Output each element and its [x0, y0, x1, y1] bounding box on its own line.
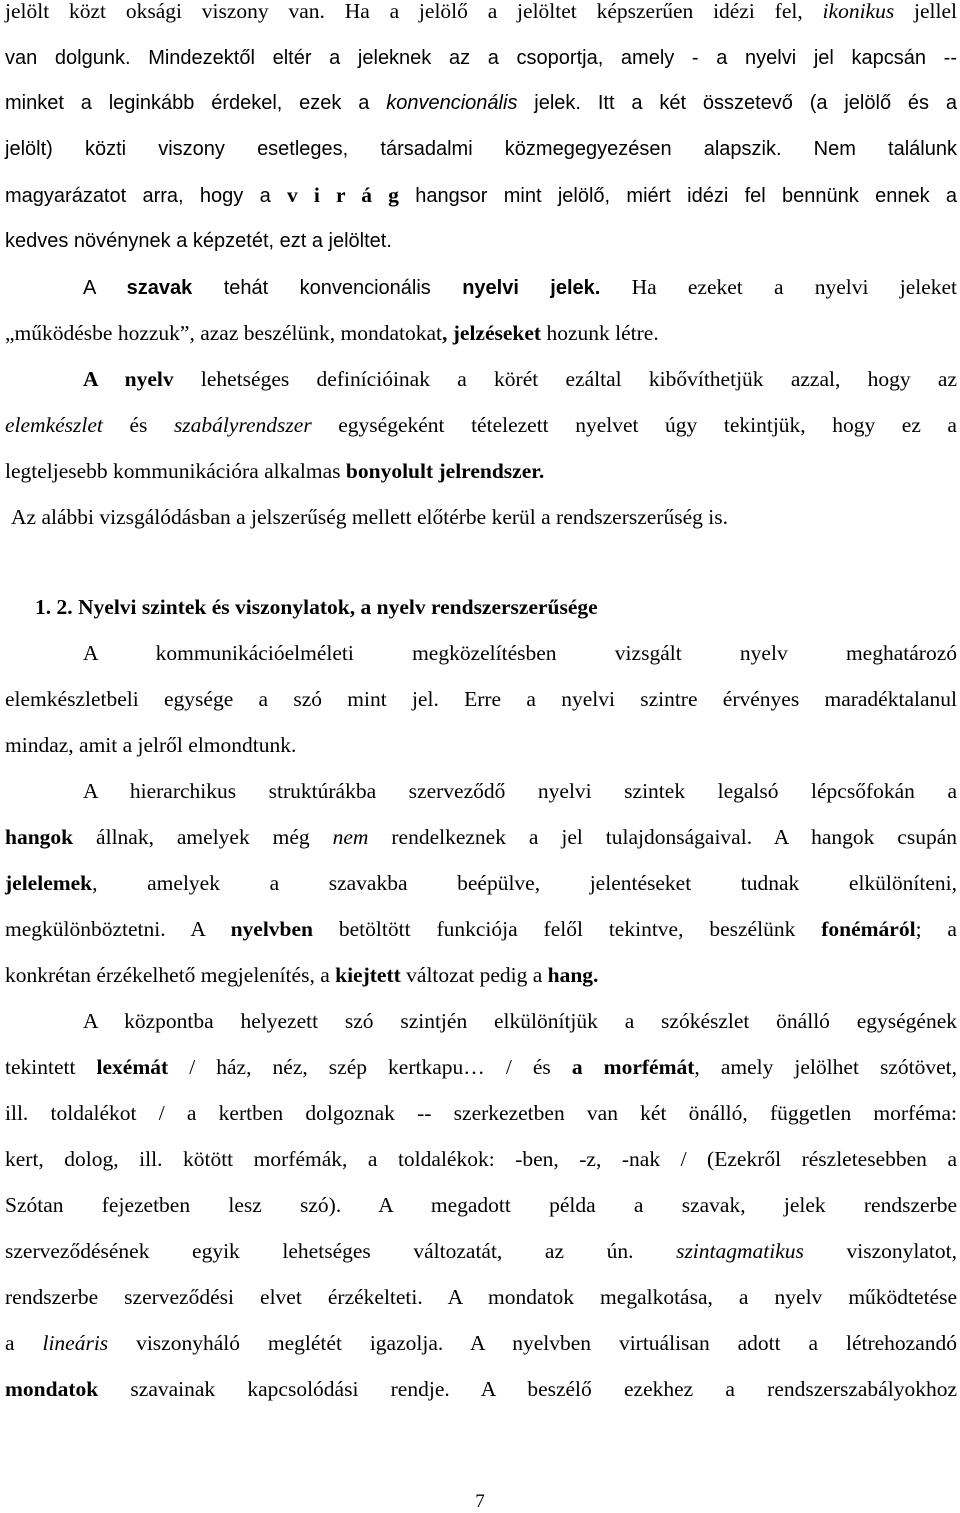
text-line: van dolgunk. Mindezektől eltér a jeleknek az a csoportja, amely - a nyelvi jel kapcsán --	[5, 47, 957, 69]
text-line: A szavak tehát konvencionális nyelvi jelek. Ha ezeket a nyelvi jeleket	[83, 275, 958, 299]
text-line: Az alábbi vizsgálódásban a jelszerűség mellett előtérbe kerül a rendszerszerűség is.	[11, 505, 728, 529]
text-line: A nyelv lehetséges definícióinak a körét ezáltal kibővíthetjük azzal, hogy az	[83, 367, 957, 391]
text-line: mondatok szavainak kapcsolódási rendje. A beszélő ezekhez a rendszerszabályokhoz	[5, 1377, 957, 1401]
text-line: mindaz, amit a jelről elmondtunk.	[5, 733, 297, 757]
text-line: hangok állnak, amelyek még nem rendelkeznek a jel tulajdonságaival. A hangok csupán	[5, 825, 958, 849]
text-line: Szótan fejezetben lesz szó). A megadott példa a szavak, jelek rendszerbe	[5, 1193, 957, 1217]
text-line: rendszerbe szerveződési elvet érzékelteti. A mondatok megalkotása, a nyelv működtetése	[5, 1285, 957, 1309]
text-line: „működésbe hozzuk”, azaz beszélünk, mondatokat, jelzéseket hozunk létre.	[5, 321, 659, 345]
text-line: megkülönböztetni. A nyelvben betöltött funkciója felől tekintve, beszélünk fonémáról; a	[5, 917, 957, 941]
text-line: legteljesebb kommunikációra alkalmas bonyolult jelrendszer.	[5, 459, 545, 483]
text-line: A központba helyezett szó szintjén elkülönítjük a szókészlet önálló egységének	[83, 1009, 957, 1033]
text-line: A hierarchikus struktúrákba szerveződő nyelvi szintek legalsó lépcsőfokán a	[83, 779, 957, 803]
text-line: jelölt) közti viszony esetleges, társadalmi közmegegyezésen alapszik. Nem találunk	[5, 138, 957, 160]
text-line: kedves növénynek a képzetét, ezt a jelöltet.	[5, 230, 392, 252]
text-line: minket a leginkább érdekel, ezek a konvencionális jelek. Itt a két összetevő (a jelölő és a	[5, 92, 957, 114]
page-number: 7	[475, 1491, 485, 1512]
text-line: szerveződésének egyik lehetséges változatát, az ún. szintagmatikus viszonylatot,	[5, 1239, 957, 1263]
text-line: konkrétan érzékelhető megjelenítés, a kiejtett változat pedig a hang.	[5, 963, 599, 987]
section-heading: 1. 2. Nyelvi szintek és viszonylatok, a nyelv rendszerszerűsége	[35, 595, 598, 619]
text-line: ill. toldalékot / a kertben dolgoznak -- szerkezetben van két önálló, független morféma:	[5, 1101, 957, 1125]
text-line: kert, dolog, ill. kötött morfémák, a toldalékok: -ben, -z, -nak / (Ezekről részletesebben a	[5, 1147, 957, 1171]
text-line: magyarázatot arra, hogy a v i r á g hangsor mint jelölő, miért idézi fel bennünk ennek a	[5, 183, 957, 207]
text-line: elemkészlet és szabályrendszer egységeként tételezett nyelvet úgy tekintjük, hogy ez a	[5, 413, 957, 437]
text-line: jelelemek, amelyek a szavakba beépülve, jelentéseket tudnak elkülöníteni,	[5, 871, 957, 895]
text-line: tekintett lexémát / ház, néz, szép kertkapu… / és a morfémát, amely jelölhet szótövet,	[5, 1055, 958, 1079]
text-line: a lineáris viszonyháló meglétét igazolja. A nyelvben virtuálisan adott a létrehozandó	[5, 1331, 958, 1355]
text-line: A kommunikációelméleti megközelítésben vizsgált nyelv meghatározó	[83, 641, 957, 665]
text-line: elemkészletbeli egysége a szó mint jel. Erre a nyelvi szintre érvényes maradéktalanul	[5, 687, 957, 711]
text-line: jelölt közt oksági viszony van. Ha a jelölő a jelöltet képszerűen idézi fel, ikonikus jellel	[5, 0, 957, 23]
